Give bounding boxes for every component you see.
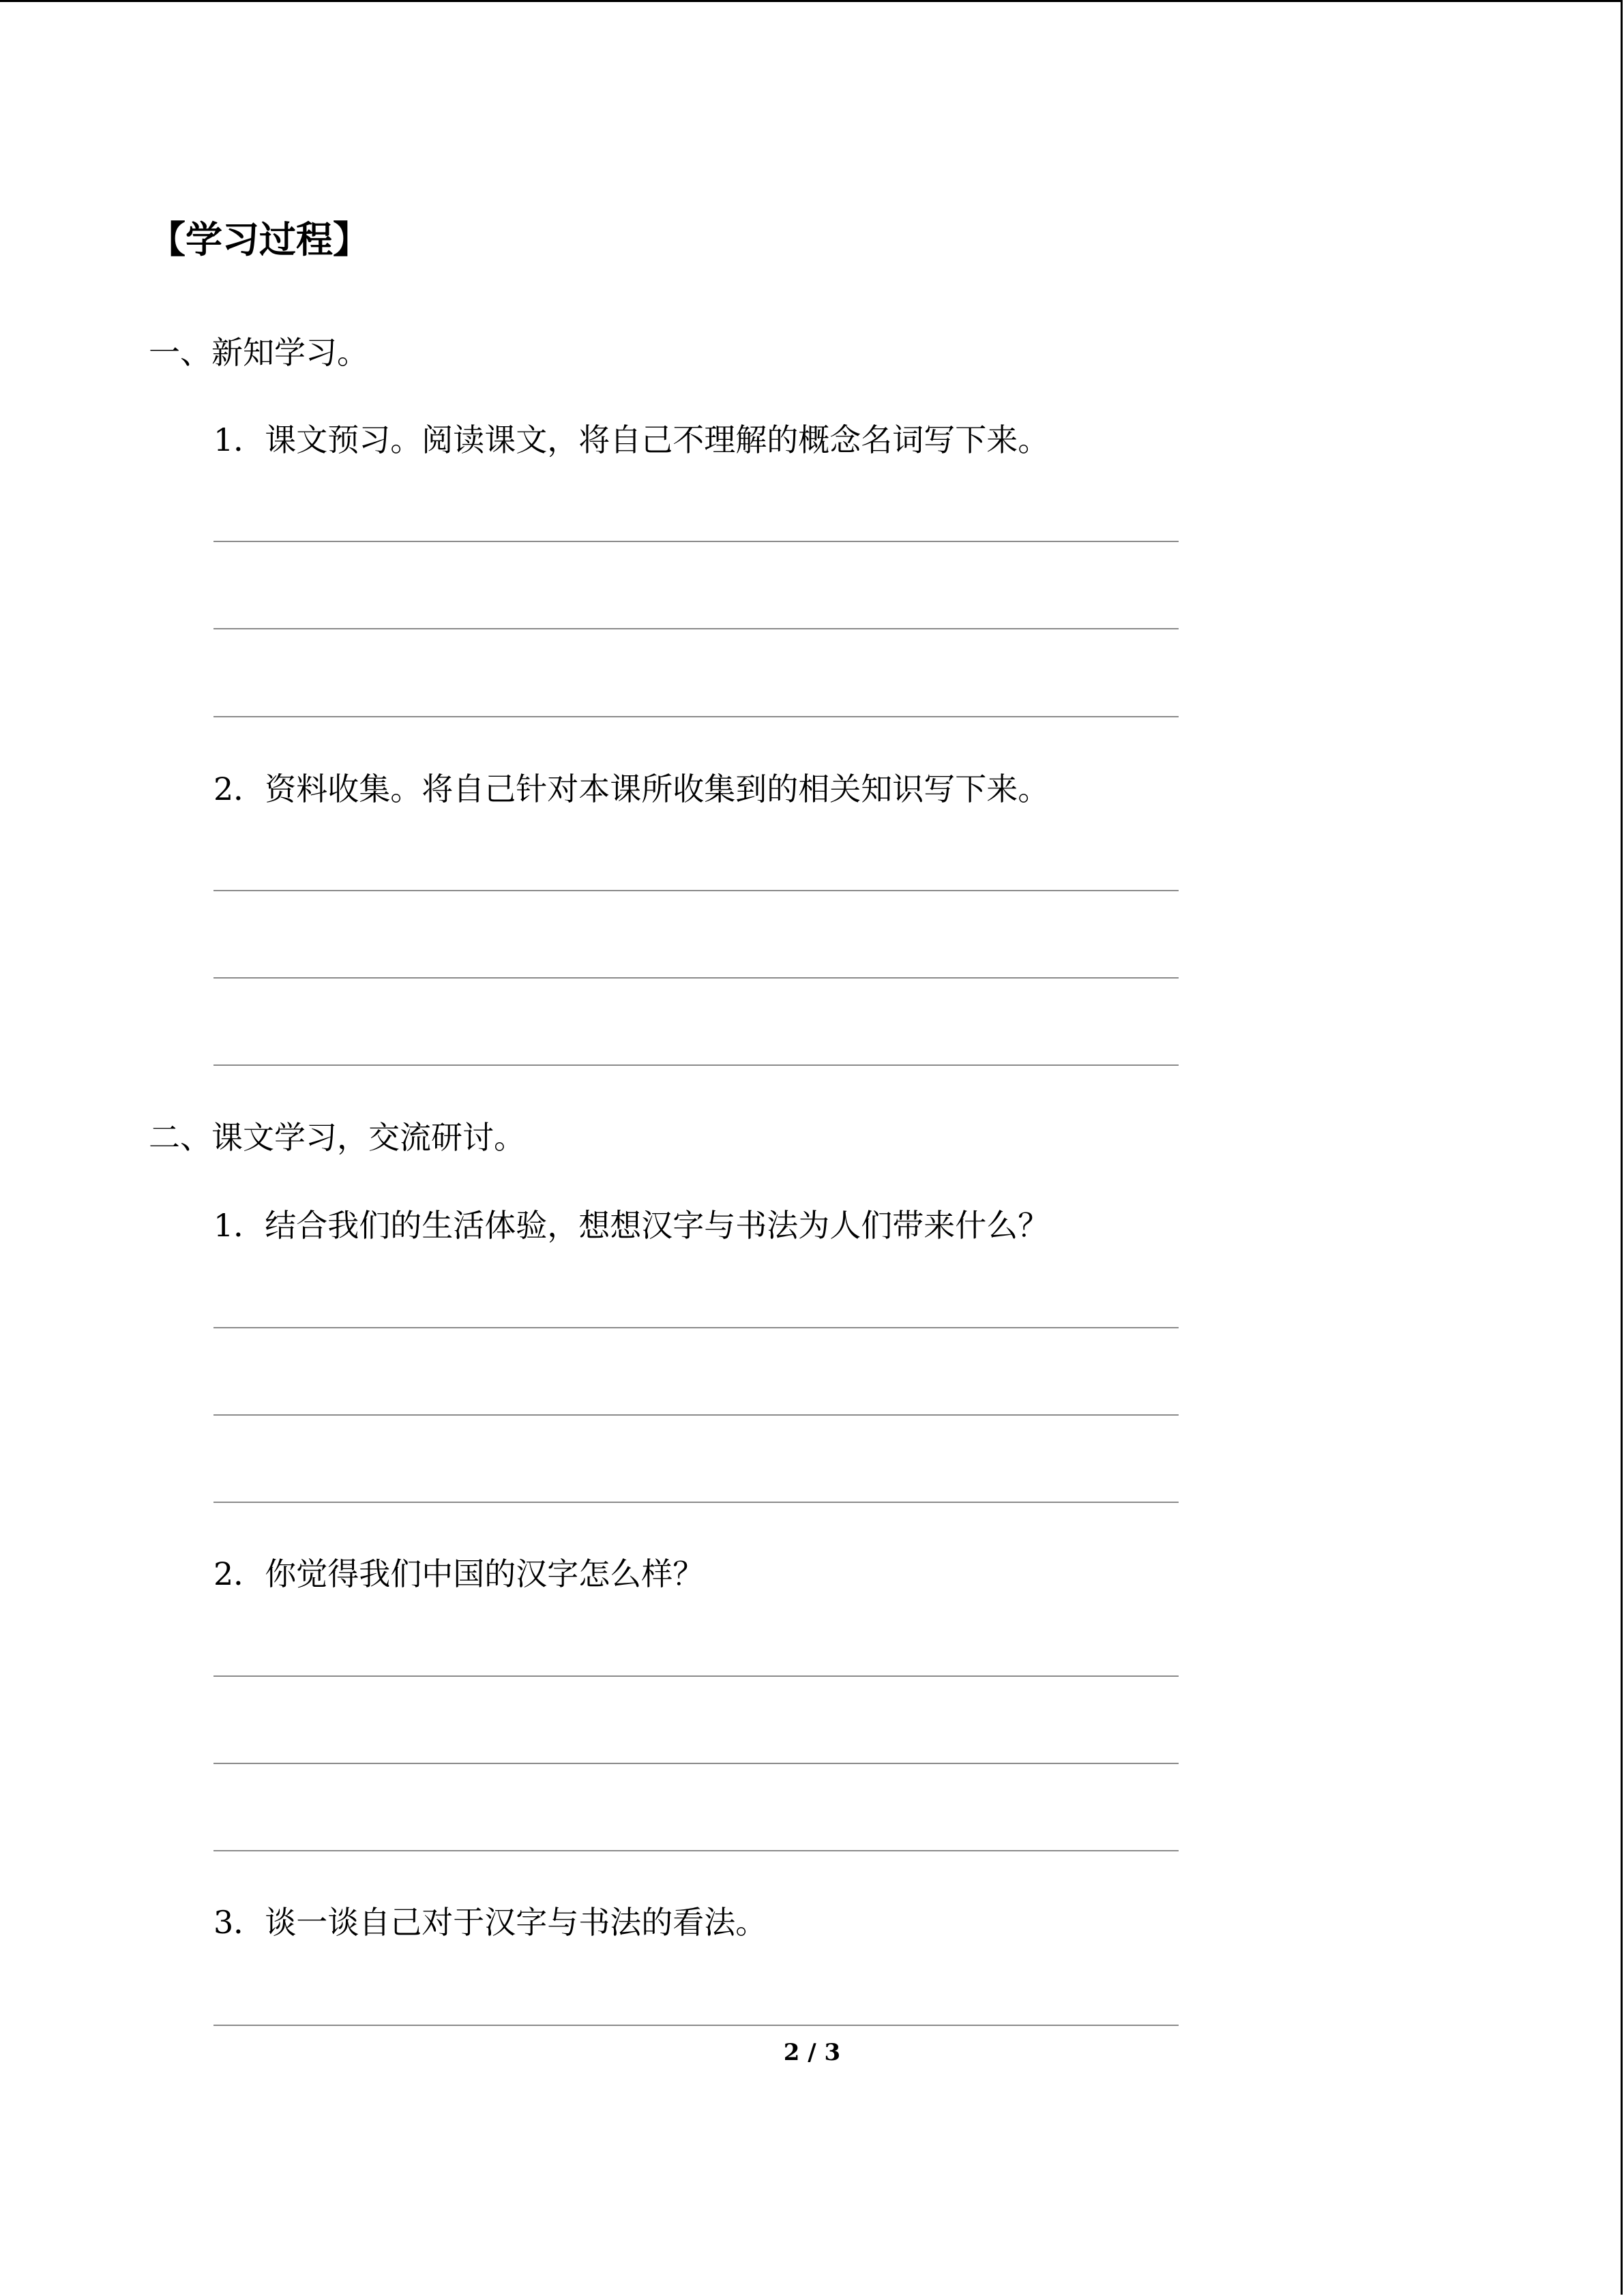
- answer-line[interactable]: [213, 716, 1179, 717]
- answer-line[interactable]: [213, 541, 1179, 542]
- answer-line[interactable]: [213, 628, 1179, 629]
- answer-line[interactable]: [213, 890, 1179, 891]
- part1-heading: 一、新知学习。: [149, 334, 368, 371]
- answer-line[interactable]: [213, 1850, 1179, 1851]
- answer-line[interactable]: [213, 2025, 1179, 2026]
- answer-line[interactable]: [213, 977, 1179, 979]
- answer-line[interactable]: [213, 1327, 1179, 1328]
- part1-question-1: 1．课文预习。阅读课文，将自己不理解的概念名词写下来。: [213, 421, 1050, 458]
- section-title: 【学习过程】: [149, 218, 370, 261]
- part2-question-1: 1．结合我们的生活体验，想想汉字与书法为人们带来什么？: [213, 1207, 1050, 1244]
- part1-question-2: 2．资料收集。将自己针对本课所收集到的相关知识写下来。: [213, 771, 1050, 807]
- answer-line[interactable]: [213, 1414, 1179, 1416]
- part2-question-2: 2．你觉得我们中国的汉字怎么样？: [213, 1555, 705, 1592]
- part2-heading: 二、课文学习，交流研讨。: [149, 1119, 525, 1156]
- answer-line[interactable]: [213, 1502, 1179, 1503]
- page-number: 2 / 3: [783, 2039, 841, 2066]
- answer-line[interactable]: [213, 1675, 1179, 1677]
- answer-line[interactable]: [213, 1064, 1179, 1066]
- part2-question-3: 3．谈一谈自己对于汉字与书法的看法。: [213, 1904, 767, 1941]
- answer-line[interactable]: [213, 1763, 1179, 1764]
